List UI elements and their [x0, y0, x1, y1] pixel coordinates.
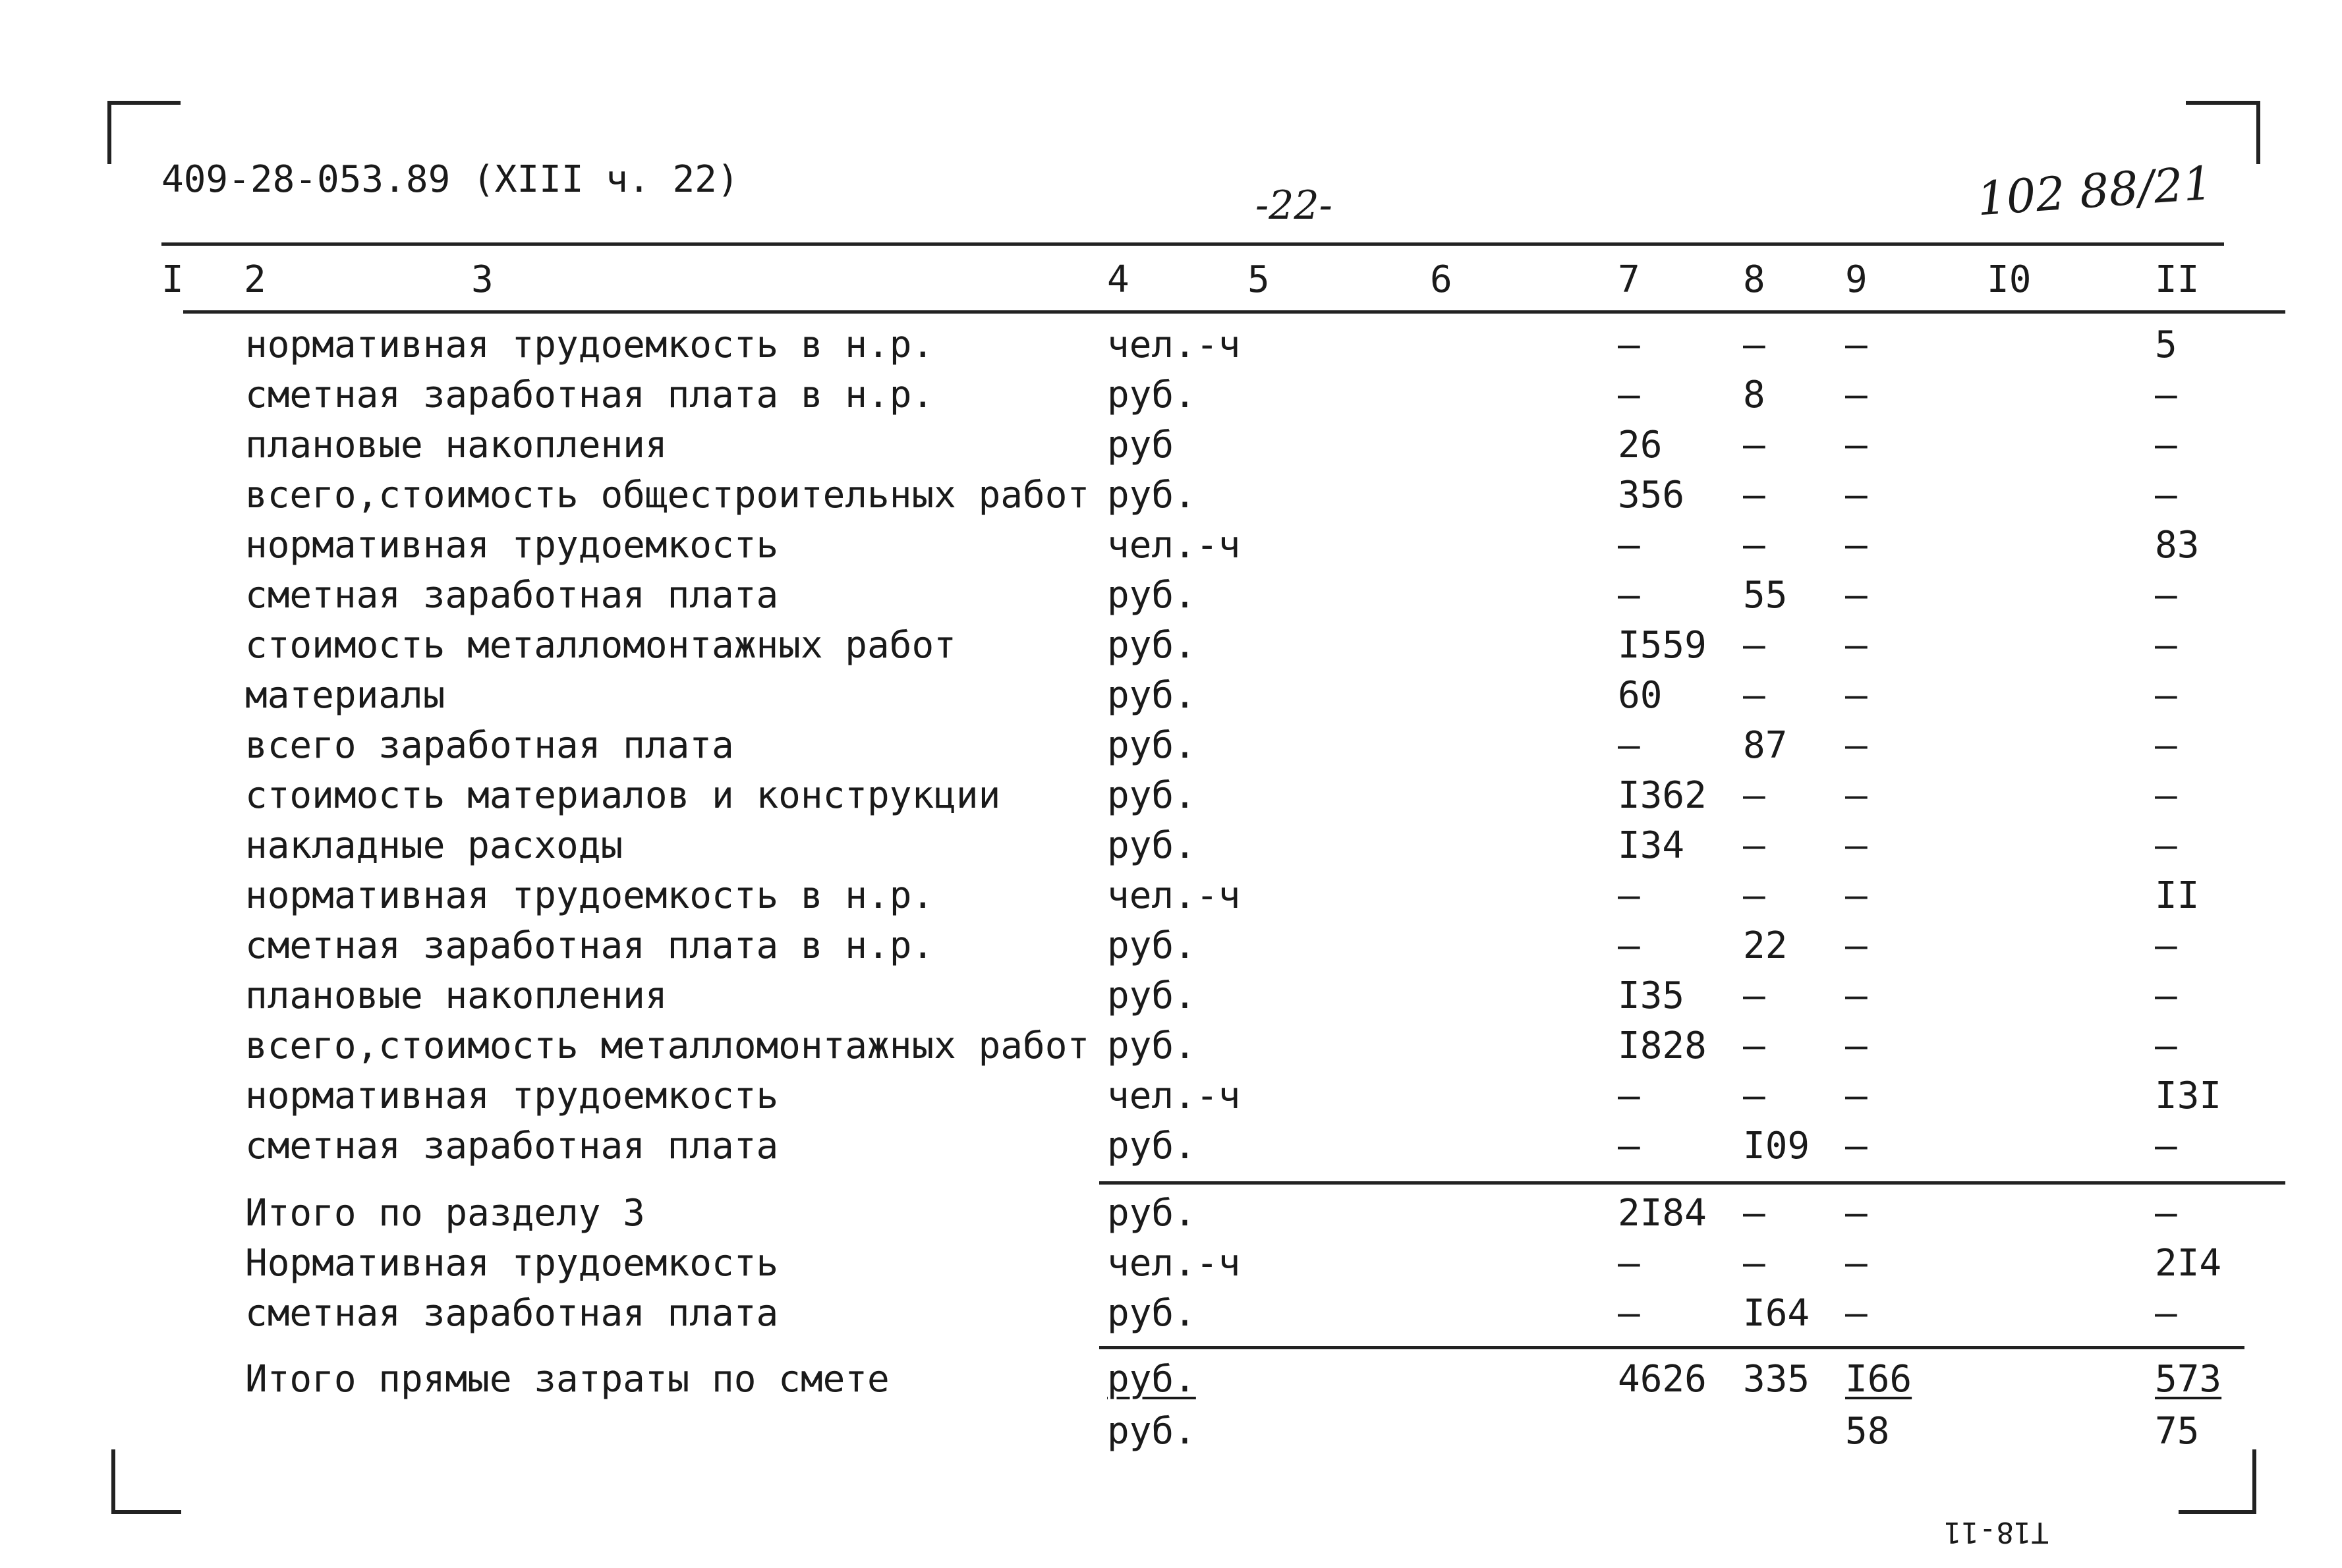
row-unit: руб. [1107, 774, 1196, 817]
table-row [0, 674, 2342, 727]
table-row [0, 1192, 2342, 1245]
row-unit: чел.-ч [1107, 524, 1241, 567]
row-col7: I559 [1618, 624, 1707, 667]
row-col8: – [1743, 1024, 1765, 1067]
row-col8: 55 [1743, 574, 1788, 617]
row-col8: – [1743, 1075, 1765, 1117]
row-col9: – [1845, 1192, 1868, 1235]
row-label: стоимость материалов и конструкции [245, 774, 1001, 817]
row-col11: – [2155, 424, 2177, 466]
table-row [0, 1292, 2342, 1345]
row-col11: – [2155, 374, 2177, 416]
row-col9: – [1845, 323, 1868, 366]
grand-total-label: Итого прямые затраты по смете [245, 1358, 890, 1401]
table-row [0, 824, 2342, 877]
row-unit: чел.-ч [1107, 1075, 1241, 1117]
row-label: стоимость металломонтажных работ [245, 624, 956, 667]
row-col11: – [2155, 574, 2177, 617]
frame-corner-top-left [107, 101, 181, 164]
table-row [0, 1125, 2342, 1177]
row-unit: руб. [1107, 574, 1196, 617]
row-col7: I362 [1618, 774, 1707, 817]
row-unit: руб. [1107, 624, 1196, 667]
row-col7: 356 [1618, 474, 1685, 517]
row-unit: руб. [1107, 1292, 1196, 1335]
row-col7: 26 [1618, 424, 1663, 466]
row-col11: – [2155, 674, 2177, 717]
row-label: плановые накопления [245, 424, 668, 466]
bottom-stamp: T18-11 [1944, 1515, 2049, 1549]
row-col7: – [1618, 724, 1640, 767]
row-label: всего,стоимость металломонтажных работ [245, 1024, 1090, 1067]
handwritten-number: 102 88/21 [1975, 155, 2215, 227]
row-label: нормативная трудоемкость в н.р. [245, 323, 934, 366]
row-col7: 2I84 [1618, 1192, 1707, 1235]
row-col8: – [1743, 624, 1765, 667]
row-col11: – [2155, 724, 2177, 767]
row-col11: – [2155, 1292, 2177, 1335]
table-row [0, 874, 2342, 927]
row-unit: чел.-ч [1107, 323, 1241, 366]
row-col7: – [1618, 1242, 1640, 1285]
row-unit: руб. [1107, 374, 1196, 416]
header-col-9: 9 [1845, 258, 1868, 301]
grand-total-row [0, 1358, 2342, 1411]
row-label: сметная заработная плата [245, 574, 779, 617]
table-row [0, 1024, 2342, 1077]
row-col8: – [1743, 1192, 1765, 1235]
row-col8: – [1743, 323, 1765, 366]
row-col7: – [1618, 1125, 1640, 1167]
table-row [0, 624, 2342, 677]
header-col-4: 4 [1107, 258, 1129, 301]
row-col8: – [1743, 874, 1765, 917]
row-col11: – [2155, 1024, 2177, 1067]
row-col11: – [2155, 624, 2177, 667]
grand-total-sub-row [0, 1410, 2342, 1463]
row-col7: – [1618, 574, 1640, 617]
row-label: всего заработная плата [245, 724, 734, 767]
row-col9: – [1845, 924, 1868, 967]
row-col8: – [1743, 424, 1765, 466]
row-col7: 60 [1618, 674, 1663, 717]
row-col8: 87 [1743, 724, 1788, 767]
row-col9: – [1845, 1292, 1868, 1335]
row-col9: – [1845, 1024, 1868, 1067]
row-col7: – [1618, 874, 1640, 917]
row-col11: – [2155, 1125, 2177, 1167]
row-col11: – [2155, 824, 2177, 867]
row-label: сметная заработная плата в н.р. [245, 374, 934, 416]
row-label: сметная заработная плата [245, 1292, 779, 1335]
row-label: сметная заработная плата в н.р. [245, 924, 934, 967]
row-col8: – [1743, 974, 1765, 1017]
row-col9: – [1845, 1242, 1868, 1285]
grand-total-col8: 335 [1743, 1358, 1810, 1401]
row-col11: 5 [2155, 323, 2177, 366]
header-col-3: 3 [471, 258, 494, 301]
table-row [0, 424, 2342, 476]
table-row [0, 974, 2342, 1027]
row-label: плановые накопления [245, 974, 668, 1017]
table-row [0, 924, 2342, 977]
header-col-5: 5 [1247, 258, 1270, 301]
table-row [0, 774, 2342, 827]
row-unit: руб. [1107, 474, 1196, 517]
row-col9: – [1845, 1075, 1868, 1117]
header-col-8: 8 [1743, 258, 1765, 301]
row-col9: – [1845, 724, 1868, 767]
row-col9: – [1845, 874, 1868, 917]
row-col9: – [1845, 474, 1868, 517]
row-col8: – [1743, 824, 1765, 867]
row-col7: I35 [1618, 974, 1685, 1017]
row-col8: – [1743, 674, 1765, 717]
header-col-10: I0 [1987, 258, 2032, 301]
table-row [0, 574, 2342, 627]
page-number: -22- [1255, 182, 1332, 229]
header-col-2: 2 [244, 258, 266, 301]
header-col-7: 7 [1618, 258, 1640, 301]
row-col8: – [1743, 1242, 1765, 1285]
row-label: Итого по разделу 3 [245, 1192, 645, 1235]
grand-total-col11: 573 [2155, 1358, 2222, 1401]
row-col7: – [1618, 1292, 1640, 1335]
table-row [0, 724, 2342, 777]
row-col11: – [2155, 924, 2177, 967]
row-col11: – [2155, 1192, 2177, 1235]
row-unit: чел.-ч [1107, 874, 1241, 917]
row-col7: I34 [1618, 824, 1685, 867]
row-col7: I828 [1618, 1024, 1707, 1067]
row-col9: – [1845, 774, 1868, 817]
grand-total-sub-unit: руб. [1107, 1410, 1196, 1453]
row-col11: – [2155, 474, 2177, 517]
row-label: сметная заработная плата [245, 1125, 779, 1167]
row-label: Нормативная трудоемкость [245, 1242, 779, 1285]
row-col11: 83 [2155, 524, 2200, 567]
row-col9: – [1845, 674, 1868, 717]
row-col7: – [1618, 524, 1640, 567]
row-col7: – [1618, 374, 1640, 416]
header-bottom-rule [183, 310, 2285, 314]
document-code: 409-28-053.89 (XIII ч. 22) [161, 158, 739, 201]
row-col8: – [1743, 774, 1765, 817]
row-unit: руб. [1107, 924, 1196, 967]
row-col9: – [1845, 824, 1868, 867]
table-row [0, 1075, 2342, 1127]
row-col11: – [2155, 774, 2177, 817]
row-col8: I64 [1743, 1292, 1810, 1335]
row-col9: – [1845, 374, 1868, 416]
row-col11: 2I4 [2155, 1242, 2222, 1285]
row-col7: – [1618, 323, 1640, 366]
row-col9: – [1845, 574, 1868, 617]
row-unit: руб. [1107, 974, 1196, 1017]
row-unit: руб. [1107, 1125, 1196, 1167]
row-unit: руб. [1107, 724, 1196, 767]
row-unit: руб [1107, 424, 1174, 466]
row-col9: – [1845, 524, 1868, 567]
row-col9: – [1845, 1125, 1868, 1167]
frame-corner-top-right [2186, 101, 2260, 164]
grand-total-col9: I66 [1845, 1358, 1912, 1401]
row-col8: – [1743, 474, 1765, 517]
grand-total-sub-col11: 75 [2155, 1410, 2200, 1453]
total-divider [1099, 1346, 2244, 1349]
table-row [0, 1242, 2342, 1295]
row-col7: – [1618, 924, 1640, 967]
header-col-6: 6 [1430, 258, 1452, 301]
row-label: нормативная трудоемкость [245, 524, 779, 567]
table-row [0, 374, 2342, 426]
row-col8: 8 [1743, 374, 1765, 416]
table-row [0, 524, 2342, 576]
row-label: накладные расходы [245, 824, 623, 867]
row-unit: руб. [1107, 1192, 1196, 1235]
row-col9: – [1845, 624, 1868, 667]
row-label: материалы [245, 674, 445, 717]
row-col9: – [1845, 974, 1868, 1017]
section-divider [1099, 1181, 2285, 1185]
grand-total-sub-col9: 58 [1845, 1410, 1890, 1453]
row-col8: 22 [1743, 924, 1788, 967]
row-unit: чел.-ч [1107, 1242, 1241, 1285]
row-col11: – [2155, 974, 2177, 1017]
row-unit: руб. [1107, 1024, 1196, 1067]
table-row [0, 323, 2342, 376]
table-top-rule [161, 242, 2224, 246]
header-col-1: I [161, 258, 184, 301]
grand-total-unit: руб. [1107, 1358, 1196, 1401]
row-col9: – [1845, 424, 1868, 466]
row-col11: I3I [2155, 1075, 2222, 1117]
table-row [0, 474, 2342, 526]
grand-total-col7: 4626 [1618, 1358, 1707, 1401]
row-col11: II [2155, 874, 2200, 917]
row-col8: I09 [1743, 1125, 1810, 1167]
row-unit: руб. [1107, 674, 1196, 717]
row-unit: руб. [1107, 824, 1196, 867]
row-label: нормативная трудоемкость в н.р. [245, 874, 934, 917]
header-col-11: II [2155, 258, 2200, 301]
row-col8: – [1743, 524, 1765, 567]
row-label: нормативная трудоемкость [245, 1075, 779, 1117]
row-col7: – [1618, 1075, 1640, 1117]
row-label: всего,стоимость общестроительных работ [245, 474, 1090, 517]
